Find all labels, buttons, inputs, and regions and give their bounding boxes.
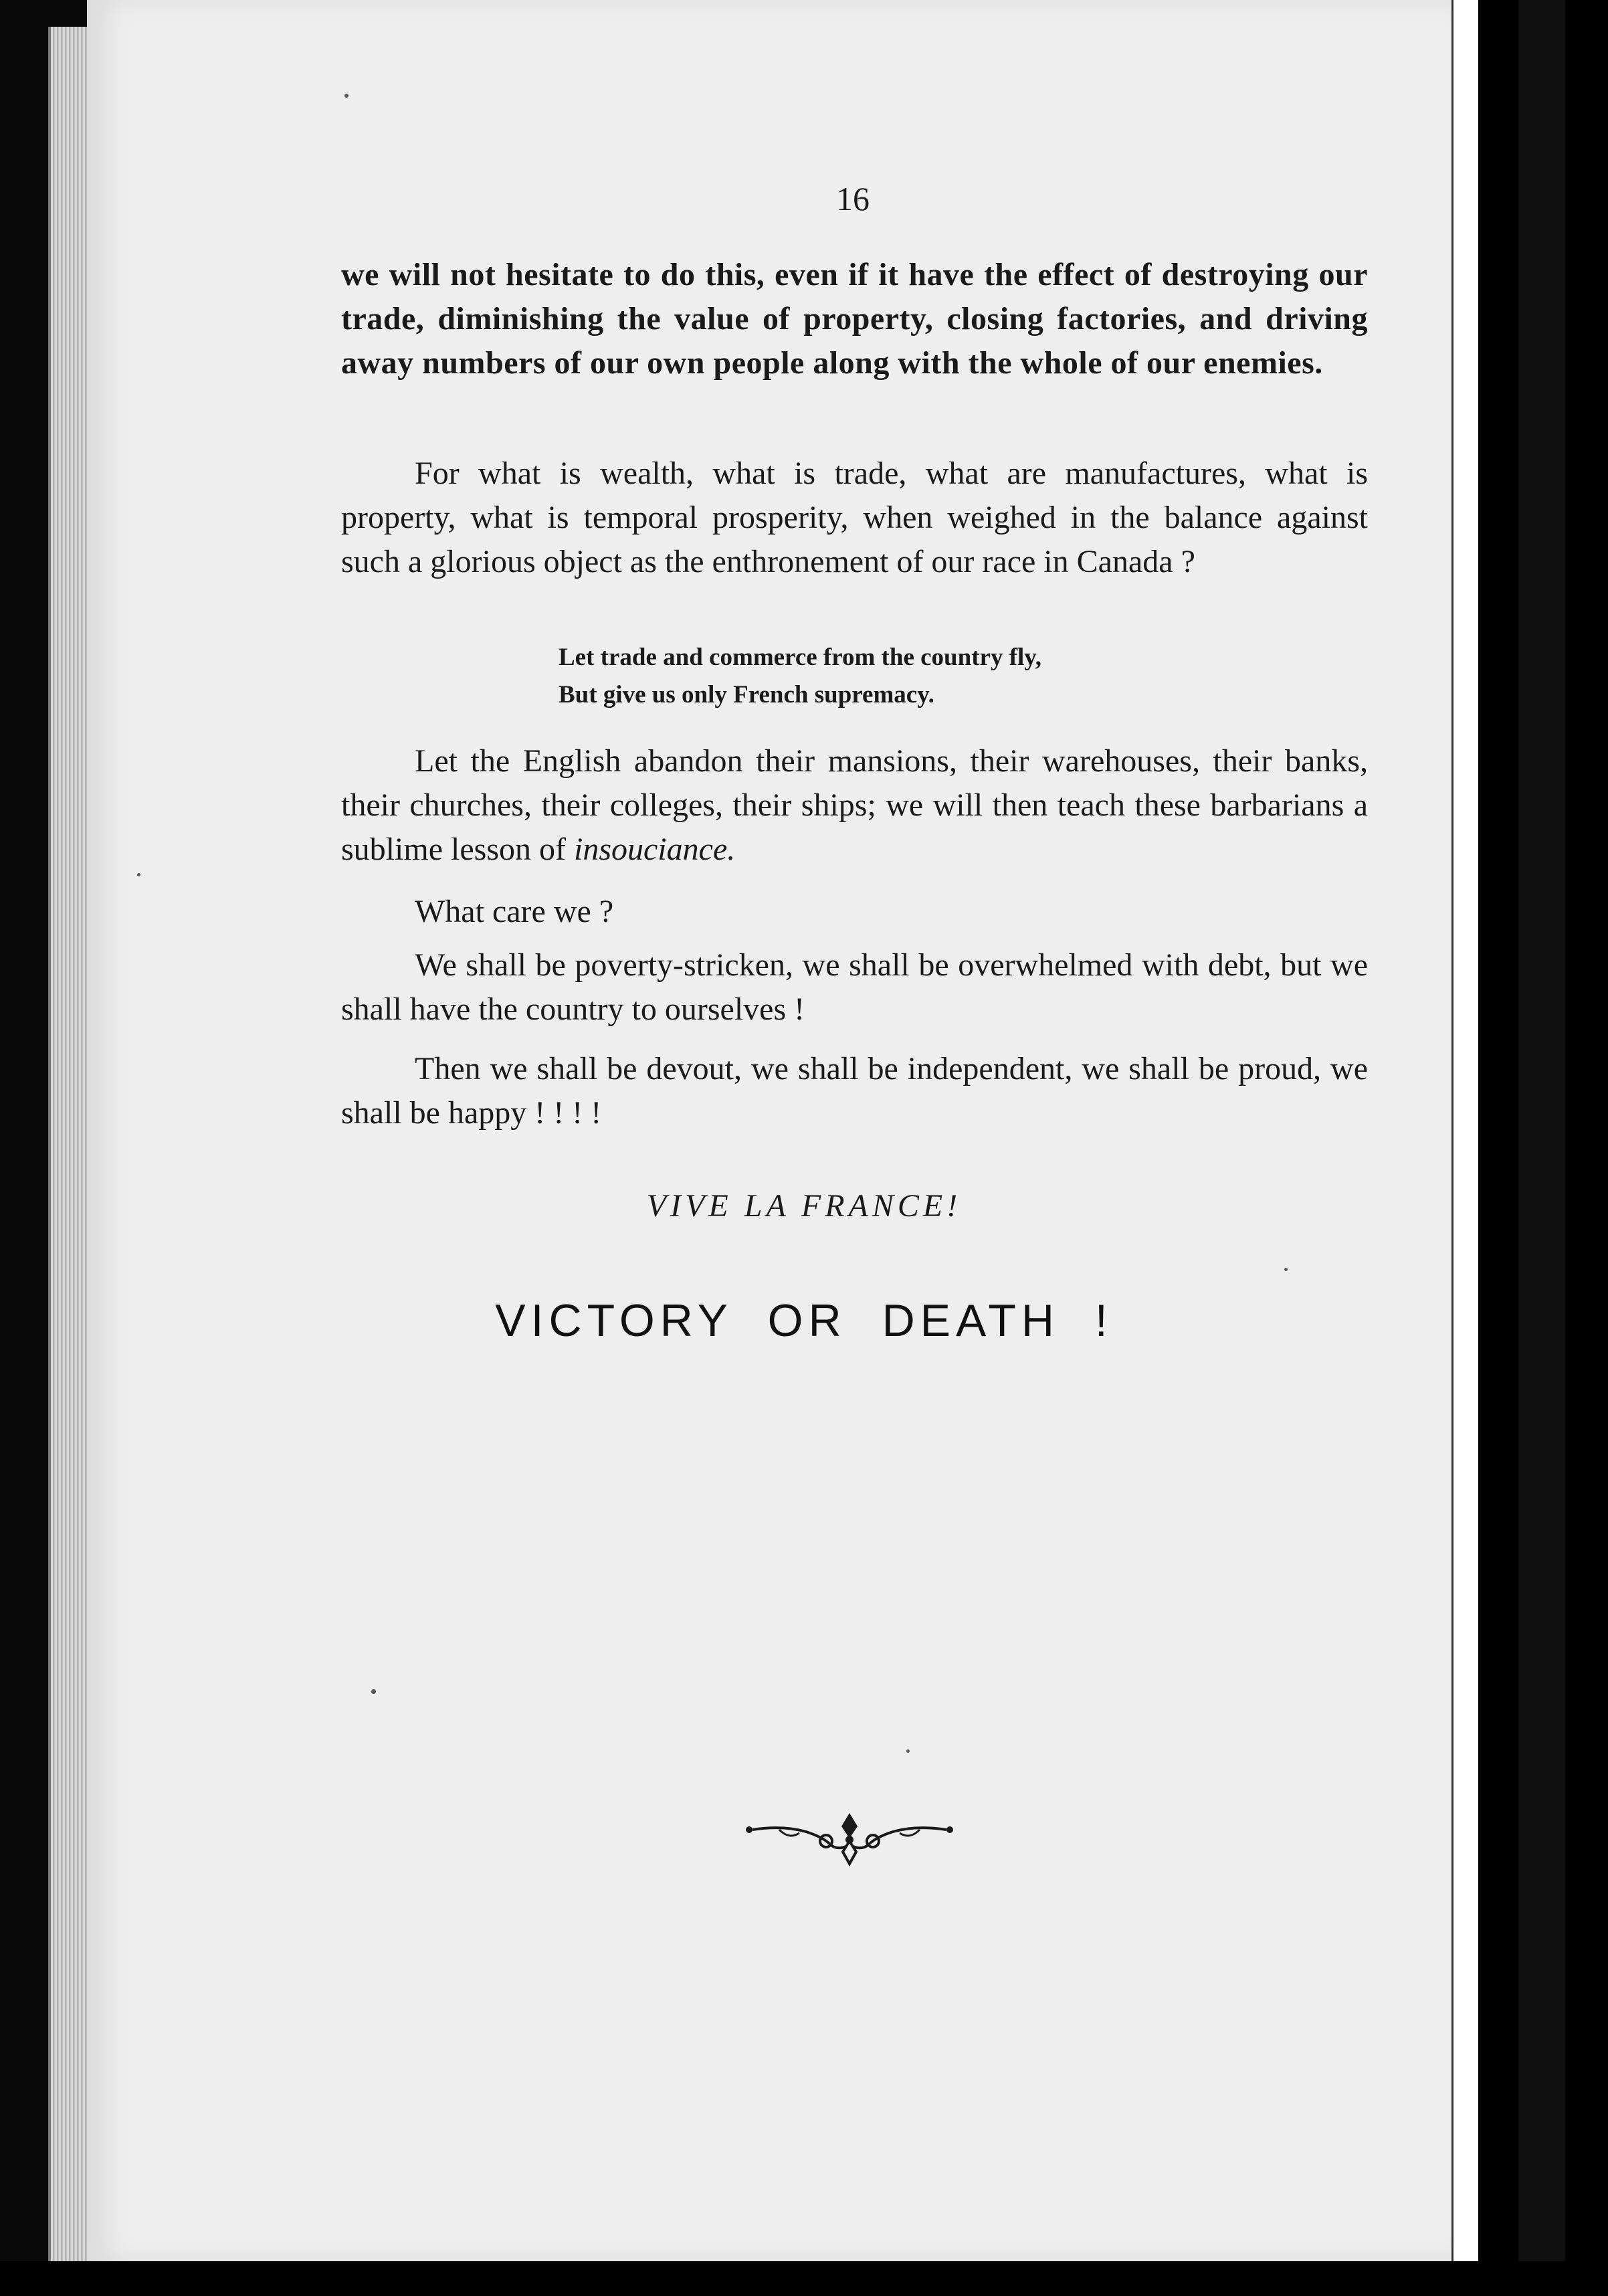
scan-shadow-bar	[1518, 0, 1565, 2296]
paragraph-1: we will not hesitate to do this, even if it have the effect of destroying our trade, diminishing the value of property, closing factories, and driving away numbers of our own people along with the whole of our enemies.	[341, 257, 1368, 381]
paper-speck	[1284, 1268, 1288, 1271]
paper-speck	[906, 1749, 910, 1753]
bottom-scan-border	[0, 2261, 1608, 2296]
verse-line-1: Let trade and commerce from the country fly,	[559, 644, 1042, 671]
paragraph-3	[341, 739, 1368, 872]
italic-word-insouciance: insouciance.	[573, 832, 736, 867]
paragraph-4: What care we ?	[415, 894, 614, 929]
right-scan-border	[1478, 0, 1608, 2296]
paragraph-3-text: Let the English abandon their mansions, their warehouses, their banks, their churches, their colleges, their ships; we will then teach these barbarians a sublime lesson of	[341, 743, 1368, 867]
paragraph-5: We shall be poverty-stricken, we shall be overwhelmed with debt, but we shall have the country to ourselves !	[341, 947, 1368, 1027]
paper-speck	[371, 1689, 376, 1694]
motto-vive-la-france: VIVE LA FRANCE!	[646, 1188, 962, 1224]
paragraph-2: For what is wealth, what is trade, what are manufactures, what is property, what is temporal prosperity, when weighed in the balance against such a glorious object as the enthronement of our race in Canada ?	[341, 456, 1368, 579]
paper-speck	[137, 873, 140, 876]
right-page-edge	[1451, 0, 1480, 2261]
paragraph-6: Then we shall be devout, we shall be independent, we shall be proud, we shall be happy ! ! ! !	[341, 1051, 1368, 1131]
closing-heading: VICTORY OR DEATH !	[495, 1295, 1113, 1346]
page-number: 16	[836, 180, 870, 217]
verse-quote	[559, 639, 1227, 714]
book-page-edges	[48, 27, 91, 2268]
verse-line-2: But give us only French supremacy.	[559, 681, 934, 708]
ornamental-divider-icon	[742, 1800, 957, 1867]
paper-speck	[344, 94, 348, 98]
